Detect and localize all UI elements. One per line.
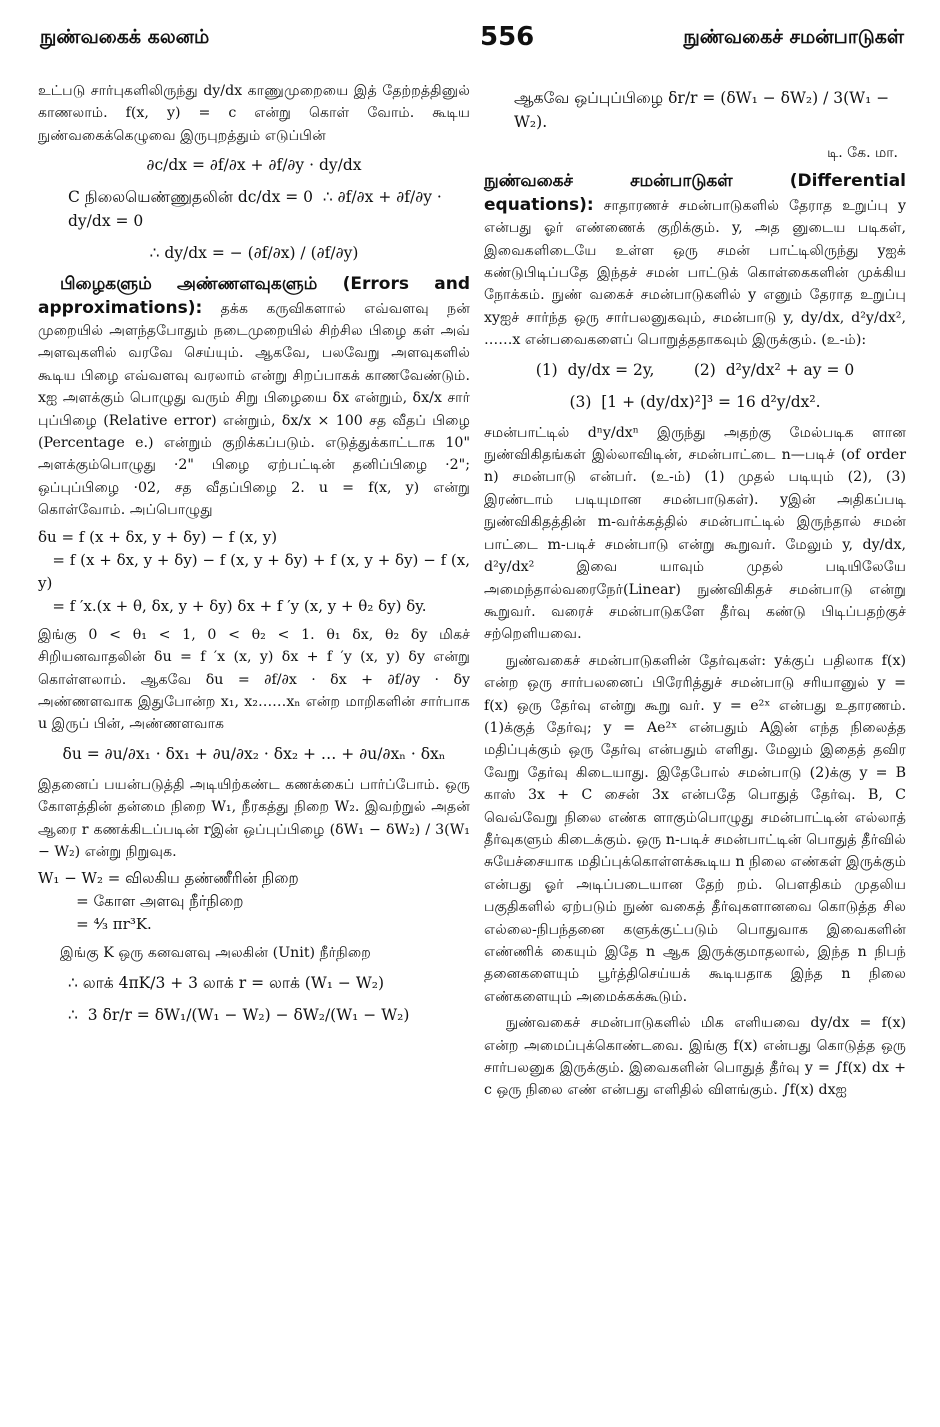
paragraph-approximation: இங்கு 0 < θ₁ < 1, 0 < θ₂ < 1. θ₁ δx, θ₂ δy மிகச் சிறியனவாதலின் δu = f ′x (x, y) δx + f ′y (x, y) δy என்று கொள்ளலாம். ஆகவே δu = ∂f/∂x · δx + ∂f/∂y · δy அண்ணளவாக இதுபோன்ற x₁, x₂……xₙ என்ற மாறிகளின் சார்பாக u இருப் பின், அண்ணளவாக <box>38 626 470 733</box>
paragraph-order-linear: சமன்பாட்டில் dⁿy/dxⁿ இருந்து அதற்கு மேல்படிக ளான நுண்விகிதங்கள் இல்லாவிடின், சமன்பாட்டை n—படிச் (of order n) சமன்பாடு என்பர். (உ-ம்) (1) முதல் படியும் (2), (3) இரண்டாம் படியுமான சமன்பாடுகள்). yஇன் அதிகப்படி நுண்விகிதத்தின் m-வர்க்கத்தில் சமன்பாட்டில் இருந்தால் சமன் பாட்டை m-படிச் சமன்பாடு என்று கூறுவர். மேலும் y, dy/dx, d²y/dx² இவை யாவும் முதல் படியிலேயே அமைந்தால்வரைநேர்(Linear) நுண்விகிதச் சமன்பாடு என்று கூறுவர். வரைச் சமன்பாடுகளே தீர்வு கண்டு பிடிப்பதற்குச் சற்றெளியவை. <box>484 424 906 643</box>
equation-relative-error-result: ஆகவே ஒப்புப்பிழை δr/r = (δW₁ − δW₂) / 3(W₁ − W₂). <box>514 89 895 131</box>
paragraph-solutions: நுண்வகைச் சமன்பாடுகளின் தேர்வுகள்: yக்குப் பதிலாக f(x) என்ற ஒரு சார்பலனைப் பிரேரித்துச் சமன்பாடு சரியானுல் y = f(x) ஒரு தேர்வு என்று கூறு வர். y = e²ˣ என்பது உதாரணம். (1)க்குத் தேர்வு; y = Ae²ˣ என்பதும் Aஇன் எந்த நிலைத்த மதிப்புக்கும் ஒரு தேர்வு என்பதும் எளிது. மேலும் இதைத் தவிர வேறு தேர்வு கிடையாது. இதேபோல் சமன்பாடு (2)க்கு y = B காஸ் 3x + C சைன் 3x என்பதே பொதுத் தேர்வு. B, C வெவ்வேறு நிலை எண்க ளாகும்பொழுது சமன்பாட்டின் எல்லாத் தீர்வுகளும் கிடைக்கும். ஒரு n-படிச் சமன்பாட்டின் பொதுத் தீர்வில் சுயேச்சையாக மதிப்புக்கொள்ளக்கூடிய n நிலை எண்கள் இருக்கும் என்பது ஓர் அடிப்படையான தேற் றம். பௌதிகம் முதலிய பகுதிகளில் ஏற்படும் நுண் வகைத் தீர்வுகளானவை கொடுத்த சில எல்லை-நிபந்தனை களுக்குட்படும் பொதுவாக இவைகளின் எண்ணிக் கையும் இதே n ஆக இருக்குமாதலால், இந்த n நிபந் தனைகளையும் பூர்த்திசெய்யக் கூடியதாக இந்த n நிலை எண்களையும் அமைக்கக்கூடும். <box>484 652 907 1005</box>
paragraph-implicit-functions: உட்படு சார்புகளிலிருந்து dy/dx காணுமுறையை இத் தேற்றத்தினுல் காணலாம். f(x, y) = c என்று கொள் வோம். கூடிய நுண்வகைக்கெழுவை இருபுறத்தும் எடுப்பின் <box>38 83 470 144</box>
differential-equations-heading: நுண்வகைச் சமன்பாடுகள் (Differential equations): <box>484 171 906 215</box>
running-head-right: நுண்வகைச் சமன்பாடுகள் <box>683 26 904 48</box>
errors-heading: பிழைகளும் அண்ணளவுகளும் (Errors and approximations): <box>38 274 470 318</box>
page-number: 556 <box>480 22 535 52</box>
equation-total-derivative: ∂c/dx = ∂f/∂x + ∂f/∂y · dy/dx <box>146 156 362 175</box>
paragraph-errors <box>38 273 470 521</box>
running-head-left: நுண்வகைக் கலனம் <box>40 26 210 48</box>
equation-dy-dx-result: ∴ dy/dx = − (∂f/∂x) / (∂f/∂y) <box>149 244 359 263</box>
page-header <box>40 22 904 62</box>
equation-delta-u-sum: δu = ∂u/∂x₁ · δx₁ + ∂u/∂x₂ · δx₂ + … + ∂u/∂xₙ · δxₙ <box>62 744 446 763</box>
weight-difference-lines: W₁ − W₂ = விலகிய தண்ணீரின் நிறை = கோள அளவு நீர்நிறை = ⁴⁄₃ πr³K. <box>38 869 299 934</box>
equation-constant-condition: C நிலையெண்ணுதலின் dc/dx = 0 ∴ ∂f/∂x + ∂f/∂y · dy/dx = 0 <box>68 188 447 231</box>
errors-text: தக்க கருவிகளால் எவ்வளவு நன் முறையில் அளந்தபோதும் நடைமுறையில் சிற்சில பிழை கள் அவ் அளவுகளில் வரவே செய்யும். ஆகவே, பலவேறு அளவுகளில் கூடிய பிழை எவ்வளவு வரலாம் என்று சிறப்பாகக் காணவேண்டும். xஐ அளக்கும் பொழுது வரும் சிறு பிழையை δx என்றும், δx/x சார் புப்பிழை (Relative error) என்றும், δx/x × 100 சத வீதப் பிழை (Percentage e.) என்றும் குறிக்கப்படும். எடுத்துக்காட்டாக 10" அளக்கும்பொழுது ·2" பிழை ஏற்பட்டின் தனிப்பிழை ·2"; ஒப்புப்பிழை ·02, சத வீதப்பிழை 2. u = f(x, y) என்று கொள்வோம். அப்பொழுது <box>38 300 470 519</box>
paragraph-differential-equations <box>484 170 906 351</box>
paragraph-simplest-equations: நுண்வகைச் சமன்பாடுகளில் மிக எளியவை dy/dx = f(x) என்ற அமைப்புக்கொண்டவை. இங்கு f(x) என்பது கொடுத்த ஒரு சார்பலனுக இருக்கும். இவைகளின் பொதுத் தீர்வு y = ∫f(x) dx + c ஒரு நிலை எண் என்பது எளிதில் விளங்கும். ∫f(x) dxஐ <box>484 1015 906 1099</box>
paragraph-sphere-example: இதனைப் பயன்படுத்தி அடியிற்கண்ட கணக்கைப் பார்ப்போம். ஒரு கோளத்தின் தன்மை நிறை W₁, நீரகத்து நிறை W₂. இவற்றுல் அதன் ஆரை r கணக்கிடப்படின் rஇன் ஒப்புப்பிழை (δW₁ − δW₂) / 3(W₁ − W₂) என்று நிறுவுக. <box>38 776 470 860</box>
equation-examples-1-2: (1) dy/dx = 2y, (2) d²y/dx² + ay = 0 <box>535 360 855 379</box>
equation-example-3: (3) [1 + (dy/dx)²]³ = 16 d²y/dx². <box>569 392 821 411</box>
paragraph-unit-weight: இங்கு K ஒரு கனவளவு அலகின் (Unit) நீர்நிறை <box>60 945 371 962</box>
equation-log-form: ∴ லாக் 4πK/3 + 3 லாக் r = லாக் (W₁ − W₂) <box>68 973 385 992</box>
author-signature: டி. கே. மா. <box>827 145 898 161</box>
derivation-delta-u: δu = f (x + δx, y + δy) − f (x, y) = f (x + δx, y + δy) − f (x, y + δy) + f (x, y + δy) − f (x, y) = f ′x.(x + θ, δx, y + δy) δx + f ′y (x, y + θ₂ δy) δy. <box>38 527 471 615</box>
differential-equations-text: சாதாரணச் சமன்பாடுகளில் தேராத உறுப்பு y என்பது ஓர் எண்ணைக் குறிக்கும். y, அத னுடைய படிகள், இவைகளிடையே உள்ள ஒரு சமன் பாட்டிலிருந்து yஐக் கண்டுபிடிப்பதே இந்தச் சமன் பாட்டுக் கொள்கைகளின் முக்கிய நோக்கம். நுண் வகைச் சமன்பாடுகளில் y எனும் தேராத உறுப்பு xyஐச் சார்ந்த ஒரு சார்பலனுகவும், சமன்பாடு y, dy/dx, d²y/dx², ……x என்பவைகளைப் பொறுத்ததாகவும் இருக்கும். (உ-ம்): <box>484 197 907 349</box>
left-column <box>38 80 470 1035</box>
equation-relative-error: ∴ 3 δr/r = δW₁/(W₁ − W₂) − δW₂/(W₁ − W₂) <box>68 1005 410 1024</box>
right-column <box>484 80 906 1106</box>
